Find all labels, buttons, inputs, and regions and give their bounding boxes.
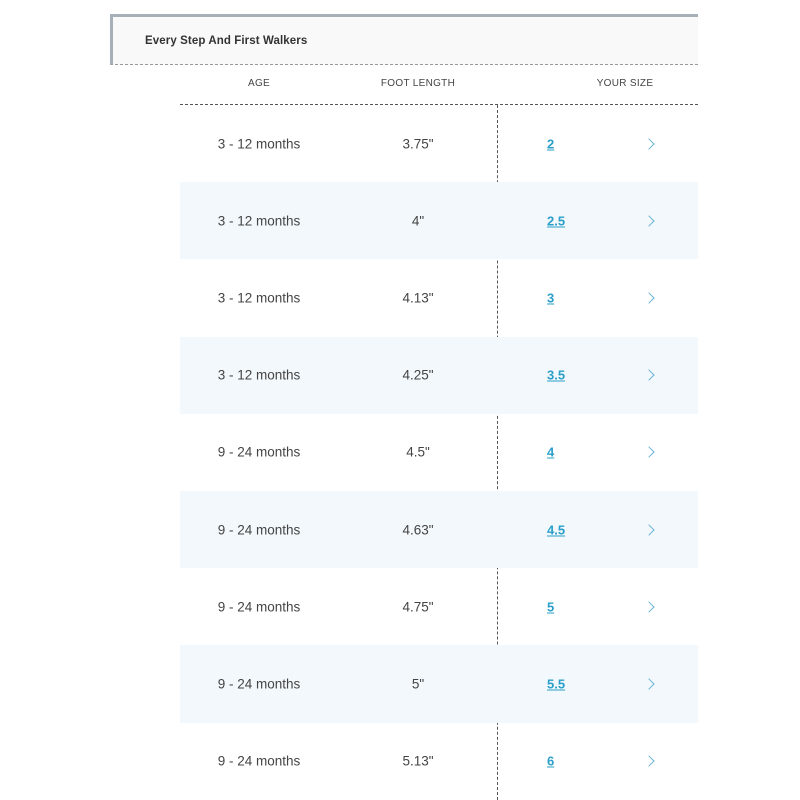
table-row (180, 259, 698, 336)
size-link[interactable]: 6 (547, 753, 555, 769)
foot-length-cell: 4.25" (402, 367, 434, 383)
table-row (180, 182, 698, 259)
chevron-right-icon[interactable] (643, 755, 654, 766)
age-cell: 3 - 12 months (217, 213, 301, 229)
chevron-right-icon[interactable] (643, 447, 654, 458)
age-cell: 3 - 12 months (217, 136, 301, 152)
size-link[interactable]: 3 (547, 290, 555, 306)
column-header-foot-length: FOOT LENGTH (380, 78, 456, 89)
chevron-right-icon[interactable] (643, 524, 654, 535)
age-cell: 9 - 24 months (217, 676, 301, 692)
size-link[interactable]: 2.5 (547, 213, 566, 229)
table-header (180, 70, 698, 105)
section-title: Every Step And First Walkers (145, 34, 308, 47)
size-table (180, 105, 698, 800)
size-link[interactable]: 4 (547, 444, 555, 460)
size-link[interactable]: 4.5 (547, 522, 566, 538)
foot-length-cell: 4.5" (406, 444, 430, 460)
column-header-your-size: YOUR SIZE (596, 78, 654, 89)
age-cell: 3 - 12 months (217, 367, 301, 383)
column-header-age: AGE (247, 78, 271, 89)
table-row (180, 414, 698, 491)
chevron-right-icon[interactable] (643, 215, 654, 226)
table-row (180, 568, 698, 645)
chevron-right-icon[interactable] (643, 138, 654, 149)
foot-length-cell: 4.13" (402, 290, 434, 306)
chevron-right-icon[interactable] (643, 601, 654, 612)
chevron-right-icon[interactable] (643, 678, 654, 689)
table-row (180, 723, 698, 800)
foot-length-cell: 4" (411, 213, 425, 229)
size-link[interactable]: 5 (547, 599, 555, 615)
chevron-right-icon[interactable] (643, 292, 654, 303)
size-link[interactable]: 2 (547, 136, 555, 152)
foot-length-cell: 3.75" (402, 136, 434, 152)
table-row (180, 337, 698, 414)
age-cell: 9 - 24 months (217, 444, 301, 460)
foot-length-cell: 4.63" (402, 522, 434, 538)
age-cell: 9 - 24 months (217, 599, 301, 615)
age-cell: 9 - 24 months (217, 522, 301, 538)
size-link[interactable]: 5.5 (547, 676, 566, 692)
age-cell: 3 - 12 months (217, 290, 301, 306)
chevron-right-icon[interactable] (643, 369, 654, 380)
age-cell: 9 - 24 months (217, 753, 301, 769)
foot-length-cell: 5" (411, 676, 425, 692)
foot-length-cell: 4.75" (402, 599, 434, 615)
size-link[interactable]: 3.5 (547, 367, 566, 383)
foot-length-cell: 5.13" (402, 753, 434, 769)
table-row (180, 491, 698, 568)
table-row (180, 105, 698, 182)
section-header (110, 14, 698, 65)
table-row (180, 645, 698, 722)
